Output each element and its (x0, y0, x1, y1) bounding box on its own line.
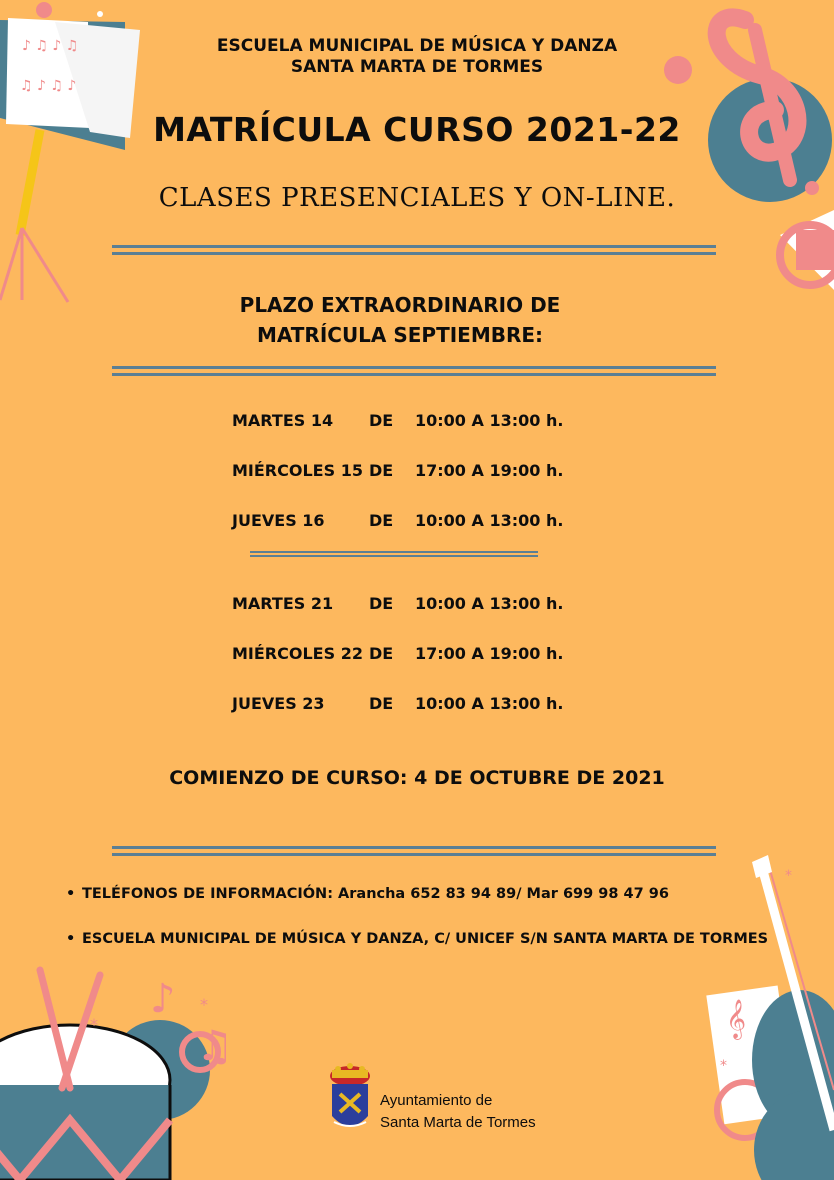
svg-text:*: * (90, 1015, 98, 1034)
schedule-de: DE (369, 644, 394, 663)
schedule-day: MIÉRCOLES 15 (232, 461, 363, 480)
svg-text:*: * (200, 995, 208, 1014)
plazo-line1: PLAZO EXTRAORDINARIO DE (239, 293, 561, 317)
info-phones: • TELÉFONOS DE INFORMACIÓN: Arancha 652 83 94 89/ Mar 699 98 47 96 (66, 886, 768, 908)
divider-top (112, 245, 716, 255)
schedule-day: MARTES 14 (232, 411, 334, 430)
divider-schedule (250, 551, 538, 557)
schedule-time: 17:00 A 19:00 h. (415, 644, 564, 663)
svg-text:*: * (785, 868, 792, 884)
school-name-line2: SANTA MARTA DE TORMES (290, 57, 544, 77)
divider-plazo (112, 366, 716, 376)
schedule-time: 10:00 A 13:00 h. (415, 694, 564, 713)
svg-text:♫: ♫ (196, 1021, 234, 1070)
page-title: MATRÍCULA CURSO 2021-22 (153, 110, 681, 149)
plazo-line2: MATRÍCULA SEPTIEMBRE: (256, 323, 544, 347)
schedule-day: JUEVES 16 (232, 511, 325, 530)
school-name-line1: ESCUELA MUNICIPAL DE MÚSICA Y DANZA (216, 36, 618, 56)
svg-text:𝄞: 𝄞 (726, 999, 747, 1039)
svg-text:♪: ♪ (150, 976, 176, 1022)
divider-bottom (112, 846, 716, 856)
plazo-heading (0, 290, 800, 350)
municipality-logo-text (380, 1090, 536, 1134)
logo-line2: Santa Marta de Tormes (380, 1114, 536, 1131)
schedule-time: 10:00 A 13:00 h. (415, 411, 564, 430)
schedule-day: MIÉRCOLES 22 (232, 644, 363, 663)
subtitle: CLASES PRESENCIALES Y ON-LINE. (158, 183, 676, 213)
schedule-de: DE (369, 461, 394, 480)
schedule-time: 10:00 A 13:00 h. (415, 511, 564, 530)
svg-text:*: * (720, 1058, 727, 1074)
schedule-day: JUEVES 23 (232, 694, 325, 713)
drum-icon (0, 970, 234, 1180)
schedule-de: DE (369, 694, 394, 713)
info-list (66, 886, 768, 953)
info-address: • ESCUELA MUNICIPAL DE MÚSICA Y DANZA, C/ UNICEF S/N SANTA MARTA DE TORMES (66, 931, 768, 953)
schedule-day: MARTES 21 (232, 594, 334, 613)
coat-of-arms-icon (326, 1060, 374, 1140)
svg-text:♫ ♪ ♫ ♪: ♫ ♪ ♫ ♪ (20, 78, 77, 94)
schedule-de: DE (369, 411, 394, 430)
course-start: COMIENZO DE CURSO: 4 DE OCTUBRE DE 2021 (169, 767, 665, 789)
schedule-de: DE (369, 594, 394, 613)
schedule-de: DE (369, 511, 394, 530)
schedule-time: 10:00 A 13:00 h. (415, 594, 564, 613)
schedule-time: 17:00 A 19:00 h. (415, 461, 564, 480)
logo-line1: Ayuntamiento de (380, 1092, 493, 1109)
svg-text:♪ ♫ ♪ ♫: ♪ ♫ ♪ ♫ (22, 38, 79, 54)
school-name (0, 36, 834, 78)
